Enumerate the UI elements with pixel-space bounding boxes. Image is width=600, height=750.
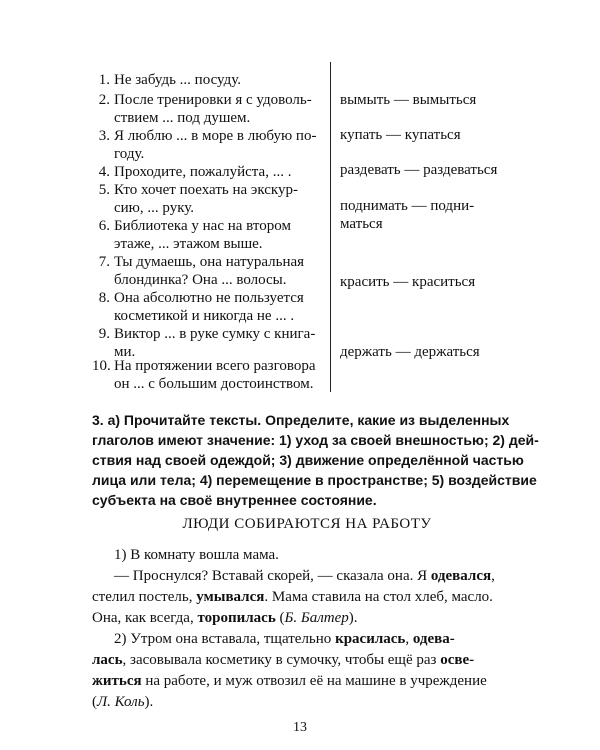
- page-number: 13: [293, 720, 307, 735]
- list-item-cont: этаже, ... этажом выше.: [114, 236, 263, 252]
- list-item: 10. На протяжении всего разговора: [92, 358, 316, 374]
- list-item-cont: сию, ... руку.: [114, 200, 195, 216]
- list-item-cont: году.: [114, 146, 145, 162]
- paragraph-line: житься на работе, и муж отвозил её на машине в учреждение: [92, 673, 487, 689]
- verb-pair: поднимать — подни-: [340, 198, 475, 214]
- highlighted-verb: одевался: [430, 568, 492, 584]
- list-item-cont: ствием ... под душем.: [114, 110, 251, 126]
- list-item-cont: косметикой и никогда не ... .: [114, 308, 295, 324]
- list-item: 6. Библиотека у нас на втором: [98, 218, 291, 234]
- verb-pair-cont: маться: [340, 216, 383, 232]
- list-item: 5. Кто хочет поехать на экскур-: [98, 182, 298, 198]
- paragraph-line: (Л. Коль).: [92, 694, 154, 710]
- highlighted-verb: красилась: [335, 631, 406, 647]
- paragraph-line: Она, как всегда, торопилась (Б. Балтер).: [92, 610, 358, 626]
- list-item: 2. После тренировки я с удоволь-: [98, 92, 312, 108]
- column-divider: [330, 62, 331, 392]
- task-instruction: 3. а) Прочитайте тексты. Определите, какие из выделенных глаголов имеют значение: 1) уход за своей внешностью; 2) дей- ствия над своей одеждой; 3) движение определённой частью лица или тела; 4) перемещение в пространстве; 5) воздействие субъекта на своё внутреннее состояние.: [92, 412, 539, 508]
- author: Б. Балтер: [284, 610, 349, 626]
- list-item: 3. Я люблю ... в море в любую по-: [98, 128, 317, 144]
- highlighted-verb: одева-: [412, 631, 455, 647]
- verb-pair: купать — купаться: [340, 127, 461, 143]
- verb-pair: раздевать — раздеваться: [340, 162, 498, 178]
- verb-pair: вымыть — вымыться: [340, 92, 477, 108]
- list-item: 7. Ты думаешь, она натуральная: [98, 254, 305, 270]
- highlighted-verb: торопилась: [197, 610, 276, 626]
- highlighted-verb: лась: [92, 652, 123, 668]
- highlighted-verb: житься: [92, 673, 142, 689]
- list-item-cont: ми.: [114, 344, 136, 360]
- list-item: 1. Не забудь ... посуду.: [98, 72, 241, 88]
- list-item: 9. Виктор ... в руке сумку с книга-: [98, 326, 316, 342]
- list-item: 4. Проходите, пожалуйста, ... .: [98, 164, 292, 180]
- highlighted-verb: осве-: [440, 652, 475, 668]
- paragraph-line: стелил постель, умывался. Мама ставила на стол хлеб, масло.: [92, 589, 493, 605]
- verb-pair: красить — краситься: [340, 274, 476, 290]
- verb-pair: держать — держаться: [340, 344, 480, 360]
- text-title: ЛЮДИ СОБИРАЮТСЯ НА РАБОТУ: [182, 516, 432, 532]
- highlighted-verb: умывался: [196, 589, 265, 605]
- paragraph-line: — Проснулся? Вставай скорей, — сказала она. Я одевался,: [114, 568, 495, 584]
- list-item: 8. Она абсолютно не пользуется: [98, 290, 304, 306]
- paragraph-line: 1) В комнату вошла мама.: [114, 547, 279, 563]
- list-item-cont: он ... с большим достоинством.: [114, 376, 314, 392]
- paragraph-line: лась, засовывала косметику в сумочку, чтобы ещё раз осве-: [92, 652, 475, 668]
- author: Л. Коль: [97, 694, 145, 710]
- list-item-cont: блондинка? Она ... волосы.: [114, 272, 287, 288]
- paragraph-line: 2) Утром она вставала, тщательно красилась, одева-: [114, 631, 455, 647]
